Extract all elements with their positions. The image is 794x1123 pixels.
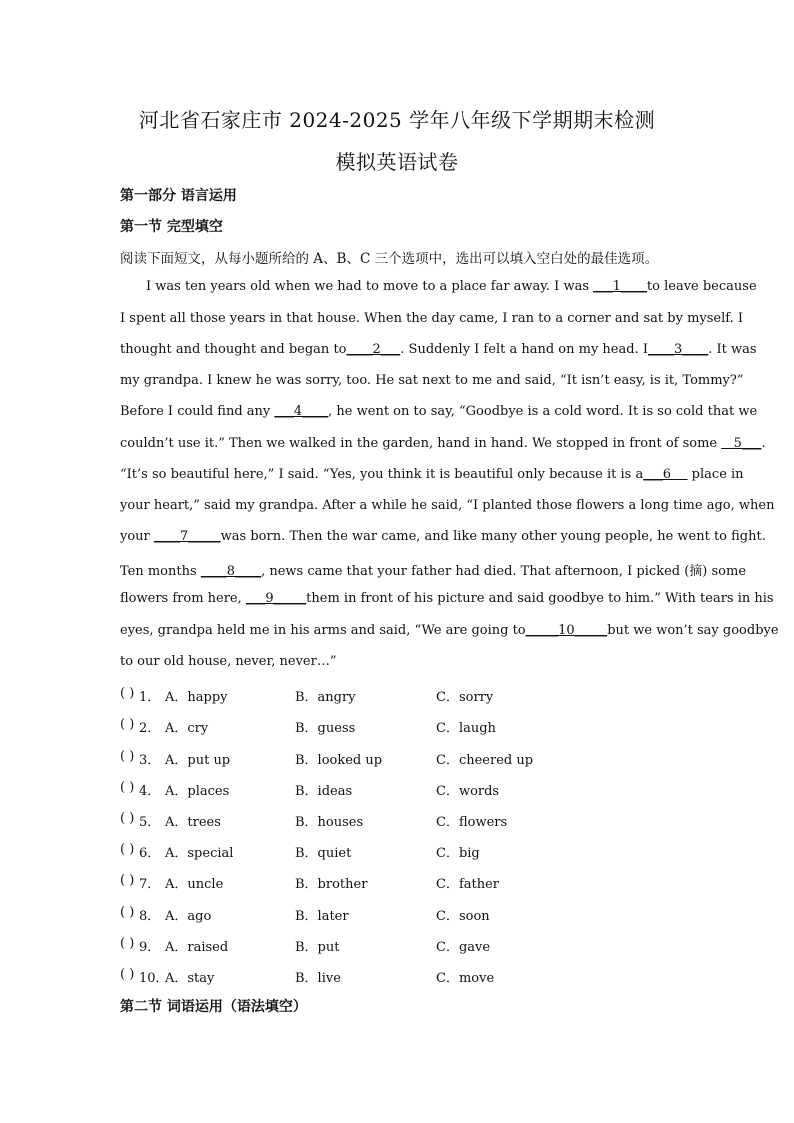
part-heading: 第一部分 语言运用: [120, 188, 237, 204]
passage-text: I spent all those years in that house. When the day came, I ran to a corner and sat by myself. I: [120, 311, 744, 326]
answer-blank[interactable]: ___6: [643, 467, 688, 482]
answer-blank[interactable]: ___1____: [593, 279, 647, 294]
passage-text: “It’s so beautiful here,” I said. “Yes, you think it is beautiful only because it is a: [120, 467, 644, 482]
option-b[interactable]: B．put: [295, 940, 340, 955]
option-b[interactable]: B．live: [295, 971, 341, 986]
passage-text: my grandpa. I knew he was sorry, too. He sat next to me and said, “It isn’t easy, is it, Tommy?”: [120, 373, 744, 388]
passage-line: [120, 591, 774, 611]
passage-text: your heart,” said my grandpa. After a while he said, “I planted those flowers a long time ago, when: [120, 498, 775, 513]
passage-text: . Suddenly I felt a hand on my head. I: [400, 342, 648, 357]
passage-line: [120, 560, 747, 580]
option-c[interactable]: C．soon: [436, 909, 490, 924]
question-number: 9．: [139, 940, 161, 955]
option-b[interactable]: B．angry: [295, 690, 356, 705]
option-a[interactable]: A．uncle: [165, 877, 224, 892]
passage-text: , news came that your father had died. That afternoon, I picked (摘) some: [261, 564, 747, 579]
option-a[interactable]: A．put up: [165, 753, 231, 768]
passage-text: was born. Then the war came, and like many other young people, he went to fight.: [220, 529, 766, 544]
option-b[interactable]: B．later: [295, 909, 349, 924]
passage-text: place in: [687, 467, 744, 482]
passage-line: [120, 498, 775, 518]
passage-text: Ten months: [120, 564, 201, 579]
option-c[interactable]: C．words: [436, 784, 500, 799]
answer-paren[interactable]: ( ): [120, 873, 135, 888]
answer-paren[interactable]: ( ): [120, 717, 135, 732]
option-a[interactable]: A．happy: [165, 690, 228, 705]
option-b[interactable]: B．quiet: [295, 846, 352, 861]
question-row: [120, 749, 680, 769]
answer-blank[interactable]: ___9_____: [245, 591, 307, 606]
option-b[interactable]: B．looked up: [295, 753, 383, 768]
answer-paren[interactable]: ( ): [120, 780, 135, 795]
question-number: 1．: [139, 690, 161, 705]
option-c[interactable]: C．laugh: [436, 721, 496, 736]
passage-line: [120, 342, 757, 362]
option-c[interactable]: C．move: [436, 971, 495, 986]
option-c[interactable]: C．flowers: [436, 815, 508, 830]
passage-line: [120, 654, 675, 674]
passage-text: I was ten years old when we had to move to a place far away. I was: [146, 279, 594, 294]
question-row: [120, 873, 680, 893]
question-row: [120, 905, 680, 925]
question-row: [120, 780, 680, 800]
passage-line: [120, 467, 744, 487]
passage-line: [120, 623, 779, 643]
answer-blank[interactable]: ____7_____: [153, 529, 221, 544]
passage-text: your: [120, 529, 154, 544]
option-c[interactable]: C．gave: [436, 940, 491, 955]
answer-paren[interactable]: ( ): [120, 936, 135, 951]
answer-paren[interactable]: ( ): [120, 905, 135, 920]
passage-text: flowers from here,: [120, 591, 246, 606]
passage-text: . It was: [708, 342, 757, 357]
option-a[interactable]: A．places: [165, 784, 230, 799]
passage-text: thought and thought and began to: [120, 342, 347, 357]
section-heading-grammar: 第二节 词语运用（语法填空）: [120, 999, 307, 1015]
option-a[interactable]: A．ago: [165, 909, 212, 924]
answer-blank[interactable]: _____10_____: [525, 623, 608, 638]
option-b[interactable]: B．houses: [295, 815, 364, 830]
question-number: 8．: [139, 909, 161, 924]
option-a[interactable]: A．trees: [165, 815, 221, 830]
question-number: 7．: [139, 877, 161, 892]
passage-line: [146, 279, 757, 299]
passage-text: Before I could find any: [120, 404, 275, 419]
answer-blank[interactable]: ____3____: [647, 342, 709, 357]
question-number: 10．: [139, 971, 169, 986]
option-a[interactable]: A．cry: [165, 721, 209, 736]
exam-title: 河北省石家庄市 2024-2025 学年八年级下学期期末检测: [138, 108, 656, 132]
question-number: 3．: [139, 753, 161, 768]
option-a[interactable]: A．raised: [165, 940, 229, 955]
answer-blank[interactable]: ____2___: [346, 342, 401, 357]
passage-line: [120, 404, 758, 424]
question-number: 5．: [139, 815, 161, 830]
passage-text: .: [761, 436, 766, 451]
answer-blank[interactable]: ____8____: [200, 564, 262, 579]
passage-text: them in front of his picture and said goodbye to him.” With tears in his: [306, 591, 774, 606]
passage-text: couldn’t use it.” Then we walked in the garden, hand in hand. We stopped in front of some: [120, 436, 722, 451]
passage-text: to our old house, never, never…”: [120, 654, 337, 669]
answer-paren[interactable]: ( ): [120, 842, 135, 857]
option-a[interactable]: A．stay: [165, 971, 215, 986]
answer-paren[interactable]: ( ): [120, 811, 135, 826]
question-number: 2．: [139, 721, 161, 736]
passage-text: to leave because: [646, 279, 757, 294]
passage-line: [120, 311, 744, 331]
passage-line: [120, 436, 766, 456]
instructions: 阅读下面短文，从每小题所给的 A、B、C 三个选项中，选出可以填入空白处的最佳选项。: [120, 251, 659, 267]
answer-blank[interactable]: 5___: [721, 436, 762, 451]
option-c[interactable]: C．father: [436, 877, 500, 892]
option-b[interactable]: B．guess: [295, 721, 356, 736]
passage-text: eyes, grandpa held me in his arms and said, “We are going to: [120, 623, 526, 638]
question-row: [120, 811, 680, 831]
option-b[interactable]: B．ideas: [295, 784, 353, 799]
question-row: [120, 936, 680, 956]
question-row: [120, 842, 680, 862]
answer-paren[interactable]: ( ): [120, 967, 135, 982]
option-a[interactable]: A．special: [165, 846, 234, 861]
answer-blank[interactable]: ___4____: [274, 404, 329, 419]
question-row: [120, 717, 680, 737]
option-b[interactable]: B．brother: [295, 877, 368, 892]
question-row: [120, 967, 680, 987]
passage-line: [120, 529, 766, 549]
option-c[interactable]: C．cheered up: [436, 753, 534, 768]
question-number: 6．: [139, 846, 161, 861]
question-number: 4．: [139, 784, 161, 799]
option-c[interactable]: C．big: [436, 846, 480, 861]
passage-text: but we won’t say goodbye: [607, 623, 779, 638]
passage-text: , he went on to say, “Goodbye is a cold word. It is so cold that we: [328, 404, 758, 419]
passage-line: [120, 373, 744, 393]
option-c[interactable]: C．sorry: [436, 690, 494, 705]
answer-paren[interactable]: ( ): [120, 749, 135, 764]
answer-paren[interactable]: ( ): [120, 686, 135, 701]
section-heading-cloze: 第一节 完型填空: [120, 219, 223, 235]
exam-subtitle: 模拟英语试卷: [335, 150, 459, 174]
question-row: [120, 686, 680, 706]
